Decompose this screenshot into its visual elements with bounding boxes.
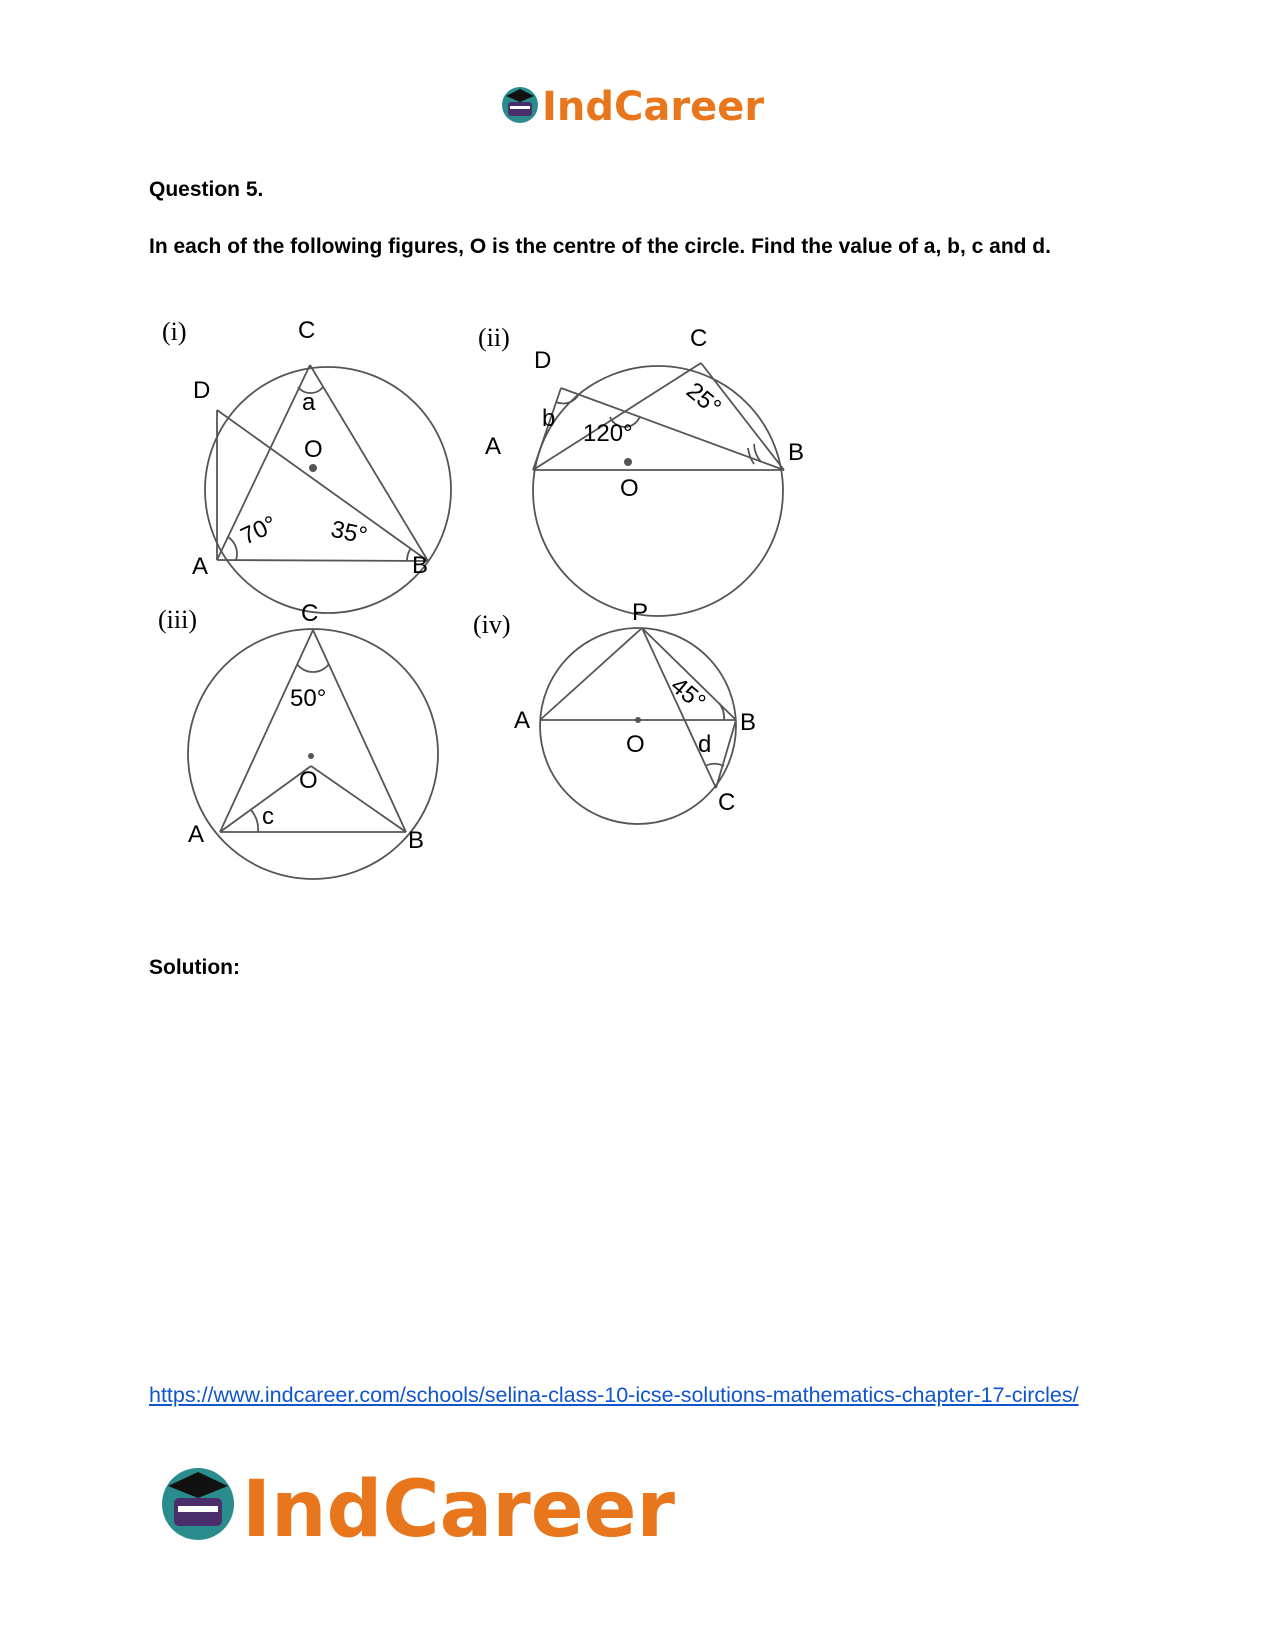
graduation-cap-icon — [502, 87, 538, 123]
fig3-label-b-point: B — [408, 827, 425, 854]
fig4-numeral: (iv) — [473, 610, 511, 639]
question-text: In each of the following figures, O is the centre of the circle. Find the value of a, b, c and d. — [149, 235, 1051, 258]
solution-label: Solution: — [149, 956, 240, 979]
fig4-label-d: d — [698, 731, 712, 758]
graduation-cap-icon — [162, 1468, 234, 1540]
fig1-label-d: D — [193, 377, 211, 404]
fig1-label-35: 35° — [328, 515, 370, 550]
logo-wordmark: IndCareer — [242, 1465, 675, 1548]
figure-iv — [540, 628, 736, 824]
fig1-label-o: O — [304, 436, 323, 463]
fig3-label-o: O — [299, 767, 318, 794]
fig1-label-70: 70° — [236, 510, 281, 551]
fig2-numeral: (ii) — [478, 323, 510, 352]
fig3-label-c-angle: c — [262, 803, 274, 830]
fig1-centre-dot — [309, 464, 317, 472]
figure-ii — [533, 363, 784, 616]
fig4-label-a-point: A — [514, 707, 531, 734]
fig1-chord-ab — [217, 560, 428, 561]
logo-wordmark: IndCareer — [542, 84, 765, 130]
fig2-label-d: D — [534, 347, 552, 374]
fig1-arc-70 — [228, 537, 237, 560]
fig4-chord-pc — [642, 628, 716, 788]
fig1-label-b: B — [412, 552, 429, 579]
fig4-arc-d — [705, 764, 724, 766]
fig3-label-50: 50° — [290, 685, 327, 712]
fig4-label-b-point: B — [740, 709, 757, 736]
indcareer-logo-top — [500, 80, 770, 130]
fig1-chord-cb — [310, 365, 428, 561]
fig2-arc-b — [556, 394, 579, 403]
fig4-chord-bc — [716, 720, 736, 788]
circle-figures — [158, 318, 818, 923]
fig4-label-c-point: C — [718, 789, 736, 816]
fig1-label-a: a — [302, 389, 316, 416]
fig4-centre-dot — [635, 717, 641, 723]
fig3-arc-50 — [297, 664, 329, 672]
fig3-label-c: C — [301, 600, 319, 627]
fig1-arc-35 — [407, 548, 411, 561]
fig2-circle — [533, 366, 783, 616]
fig4-label-p: P — [632, 599, 649, 626]
fig2-label-o: O — [620, 475, 639, 502]
question-title: Question 5. — [149, 178, 264, 201]
fig1-label-c: C — [298, 318, 316, 344]
fig3-chord-cb — [313, 630, 406, 832]
fig3-numeral: (iii) — [158, 605, 197, 634]
fig3-chord-ac — [220, 630, 313, 832]
fig2-label-120: 120° — [583, 420, 633, 447]
source-link[interactable]: https://www.indcareer.com/schools/selina-class-10-icse-solutions-mathematics-chapter-17-circles/ — [149, 1383, 1079, 1407]
fig3-label-a-point: A — [188, 821, 205, 848]
fig2-centre-dot — [624, 458, 632, 466]
fig4-circle — [540, 628, 736, 824]
fig4-label-o: O — [626, 731, 645, 758]
fig2-label-a-point: A — [485, 433, 502, 460]
fig3-centre-dot — [308, 753, 314, 759]
fig2-label-b-point: B — [788, 439, 805, 466]
fig2-arc-25b — [748, 448, 754, 464]
fig1-label-a-point: A — [192, 553, 209, 580]
fig2-label-c: C — [690, 325, 708, 352]
fig2-label-25: 25° — [680, 377, 727, 422]
fig2-label-b: b — [542, 405, 556, 432]
fig1-numeral: (i) — [162, 318, 187, 346]
indcareer-logo-bottom — [160, 1458, 680, 1548]
fig4-arc-45 — [719, 703, 724, 720]
fig3-arc-c — [251, 810, 258, 832]
fig4-label-45: 45° — [665, 671, 711, 717]
